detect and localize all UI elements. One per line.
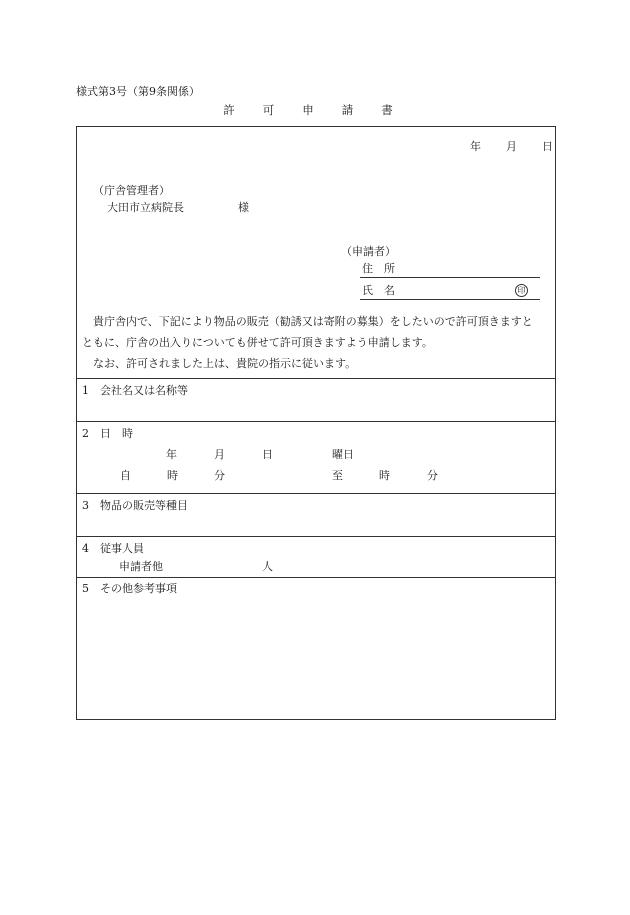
applicant-name-label: 氏 名: [362, 284, 395, 297]
section-notes-label: 5 その他参考事項: [82, 582, 177, 595]
applicant-address-line[interactable]: [360, 277, 540, 278]
datetime-to: 至: [332, 469, 343, 482]
addressee-honorific: 様: [238, 201, 249, 214]
section-divider: [77, 536, 555, 537]
applicant-label: （申請者）: [341, 245, 396, 258]
addressee-name: 大田市立病院長: [107, 201, 184, 214]
section-divider: [77, 421, 555, 422]
staff-people-unit: 人: [262, 560, 273, 573]
title-char: 許: [223, 103, 235, 117]
statement-line: ともに、庁舎の出入りについても併せて許可頂きますよう申請します。: [82, 336, 433, 349]
applicant-name-line[interactable]: [360, 299, 540, 300]
datetime-weekday: 曜日: [332, 448, 354, 461]
section-divider: [77, 378, 555, 379]
title-char: 書: [381, 103, 393, 117]
section-divider: [77, 577, 555, 578]
application-statement: [82, 311, 552, 374]
title-char: 可: [262, 103, 275, 117]
staff-applicant-plus: 申請者他: [119, 560, 163, 573]
datetime-from: 自: [120, 469, 131, 482]
statement-line: なお、許可されました上は、貴院の指示に従います。: [93, 357, 357, 370]
application-form-frame: [76, 126, 556, 720]
form-title: [0, 105, 630, 117]
addressee-role: （庁舎管理者）: [93, 184, 170, 197]
datetime-day: 日: [262, 448, 273, 461]
title-char: 請: [341, 103, 354, 117]
datetime-from-minute: 分: [214, 469, 225, 482]
section-company-label: 1 会社名又は名称等: [82, 384, 188, 397]
datetime-to-minute: 分: [427, 469, 438, 482]
applicant-address-label: 住 所: [362, 262, 395, 275]
date-month-label: 月: [506, 140, 517, 153]
section-items-label: 3 物品の販売等種目: [82, 499, 188, 512]
section-datetime-label: 2 日 時: [82, 427, 133, 440]
form-number: 様式第3号（第9条関係）: [76, 85, 200, 98]
section-divider: [77, 493, 555, 494]
datetime-month: 月: [214, 448, 225, 461]
title-char: 申: [302, 103, 314, 117]
section-staff-label: 4 従事人員: [82, 542, 144, 555]
datetime-to-hour: 時: [379, 469, 390, 482]
date-day-label: 日: [542, 140, 553, 153]
datetime-year: 年: [166, 448, 177, 461]
seal-mark-icon: 印: [515, 284, 528, 297]
datetime-from-hour: 時: [167, 469, 178, 482]
date-year-label: 年: [470, 140, 481, 153]
statement-line: 貴庁舎内で、下記により物品の販売（勧誘又は寄附の募集）をしたいので許可頂きますと: [93, 315, 533, 328]
